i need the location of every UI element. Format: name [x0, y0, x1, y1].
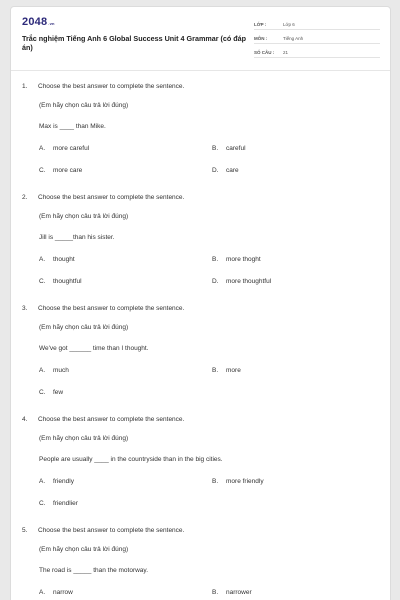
- option-letter: A.: [39, 478, 46, 485]
- option-b[interactable]: [212, 256, 261, 263]
- option-text: more friendly: [226, 478, 264, 485]
- option-letter: C.: [39, 500, 46, 507]
- question-sentence: Max is ____ than Mike.: [39, 123, 106, 130]
- question-number: 4.: [22, 416, 28, 423]
- meta-value: Tiếng Anh: [283, 36, 304, 41]
- question-text: Choose the best answer to complete the sentence.: [38, 83, 185, 90]
- logo-text: 2048: [22, 16, 48, 28]
- option-text: friendly: [53, 478, 74, 485]
- question-instruction: (Em hãy chọn câu trả lời đúng): [39, 435, 129, 442]
- meta-row-subject: [254, 30, 380, 44]
- option-b[interactable]: [212, 145, 246, 152]
- meta-row-count: [254, 44, 380, 58]
- option-text: more careful: [53, 145, 90, 152]
- option-a[interactable]: [39, 589, 73, 596]
- option-text: more care: [53, 167, 83, 174]
- meta-key: MÔN :: [254, 36, 268, 41]
- option-letter: B.: [212, 145, 219, 152]
- question-text: Choose the best answer to complete the sentence.: [38, 527, 185, 534]
- option-letter: C.: [39, 167, 46, 174]
- question-text: Choose the best answer to complete the sentence.: [38, 416, 185, 423]
- question-sentence: People are usually ____ in the countryside than in the big cities.: [39, 456, 223, 463]
- logo-suffix: .vn: [48, 21, 55, 26]
- question-text: Choose the best answer to complete the sentence.: [38, 305, 185, 312]
- option-text: more thoght: [226, 256, 261, 263]
- option-text: more: [226, 367, 241, 374]
- question-stem: [22, 527, 184, 534]
- option-a[interactable]: [39, 256, 75, 263]
- question-instruction: (Em hãy chọn câu trả lời đúng): [39, 102, 129, 109]
- question-sentence: The road is _____ than the motorway.: [39, 567, 148, 574]
- option-text: friendlier: [53, 500, 78, 507]
- option-letter: D.: [212, 167, 219, 174]
- question-sentence: Jill is _____than his sister.: [39, 234, 115, 241]
- question-number: 1.: [22, 83, 28, 90]
- option-letter: B.: [212, 478, 219, 485]
- meta-table: [254, 16, 380, 58]
- question-instruction: (Em hãy chọn câu trả lời đúng): [39, 324, 129, 331]
- question-number: 5.: [22, 527, 28, 534]
- option-text: careful: [226, 145, 246, 152]
- question-number: 3.: [22, 305, 28, 312]
- option-text: narrower: [226, 589, 252, 596]
- question-stem: [22, 83, 184, 90]
- option-text: thought: [53, 256, 75, 263]
- option-b[interactable]: [212, 589, 252, 596]
- meta-row-class: [254, 16, 380, 30]
- option-letter: A.: [39, 256, 46, 263]
- question-stem: [22, 305, 184, 312]
- worksheet-page: [10, 6, 391, 600]
- option-letter: B.: [212, 367, 219, 374]
- option-c[interactable]: [39, 500, 78, 507]
- question-stem: [22, 416, 184, 423]
- question-text: Choose the best answer to complete the sentence.: [38, 194, 185, 201]
- document-title: Trắc nghiệm Tiếng Anh 6 Global Success Unit 4 Grammar (có đáp án): [22, 34, 247, 52]
- option-c[interactable]: [39, 389, 63, 396]
- meta-value: 21: [283, 50, 289, 55]
- header-divider: [11, 70, 390, 71]
- option-text: care: [226, 167, 239, 174]
- question-sentence: We've got ______ time than I thought.: [39, 345, 149, 352]
- option-a[interactable]: [39, 367, 69, 374]
- option-a[interactable]: [39, 478, 74, 485]
- option-letter: A.: [39, 367, 46, 374]
- option-b[interactable]: [212, 478, 264, 485]
- option-text: narrow: [53, 589, 73, 596]
- meta-key: LỚP :: [254, 22, 267, 27]
- option-text: thoughtful: [53, 278, 82, 285]
- question-instruction: (Em hãy chọn câu trả lời đúng): [39, 213, 129, 220]
- option-letter: B.: [212, 256, 219, 263]
- option-letter: D.: [212, 278, 219, 285]
- option-c[interactable]: [39, 167, 82, 174]
- question-instruction: (Em hãy chọn câu trả lời đúng): [39, 546, 129, 553]
- option-a[interactable]: [39, 145, 89, 152]
- option-text: much: [53, 367, 69, 374]
- option-c[interactable]: [39, 278, 82, 285]
- option-letter: C.: [39, 278, 46, 285]
- option-letter: A.: [39, 145, 46, 152]
- option-letter: B.: [212, 589, 219, 596]
- option-b[interactable]: [212, 367, 241, 374]
- option-d[interactable]: [212, 167, 239, 174]
- option-text: more thoughtful: [226, 278, 272, 285]
- site-logo[interactable]: [22, 16, 55, 28]
- meta-value: Lớp 6: [283, 22, 295, 27]
- option-text: few: [53, 389, 64, 396]
- option-d[interactable]: [212, 278, 271, 285]
- option-letter: C.: [39, 389, 46, 396]
- question-number: 2.: [22, 194, 28, 201]
- option-letter: A.: [39, 589, 46, 596]
- meta-key: SỐ CÂU :: [254, 50, 275, 55]
- question-stem: [22, 194, 184, 201]
